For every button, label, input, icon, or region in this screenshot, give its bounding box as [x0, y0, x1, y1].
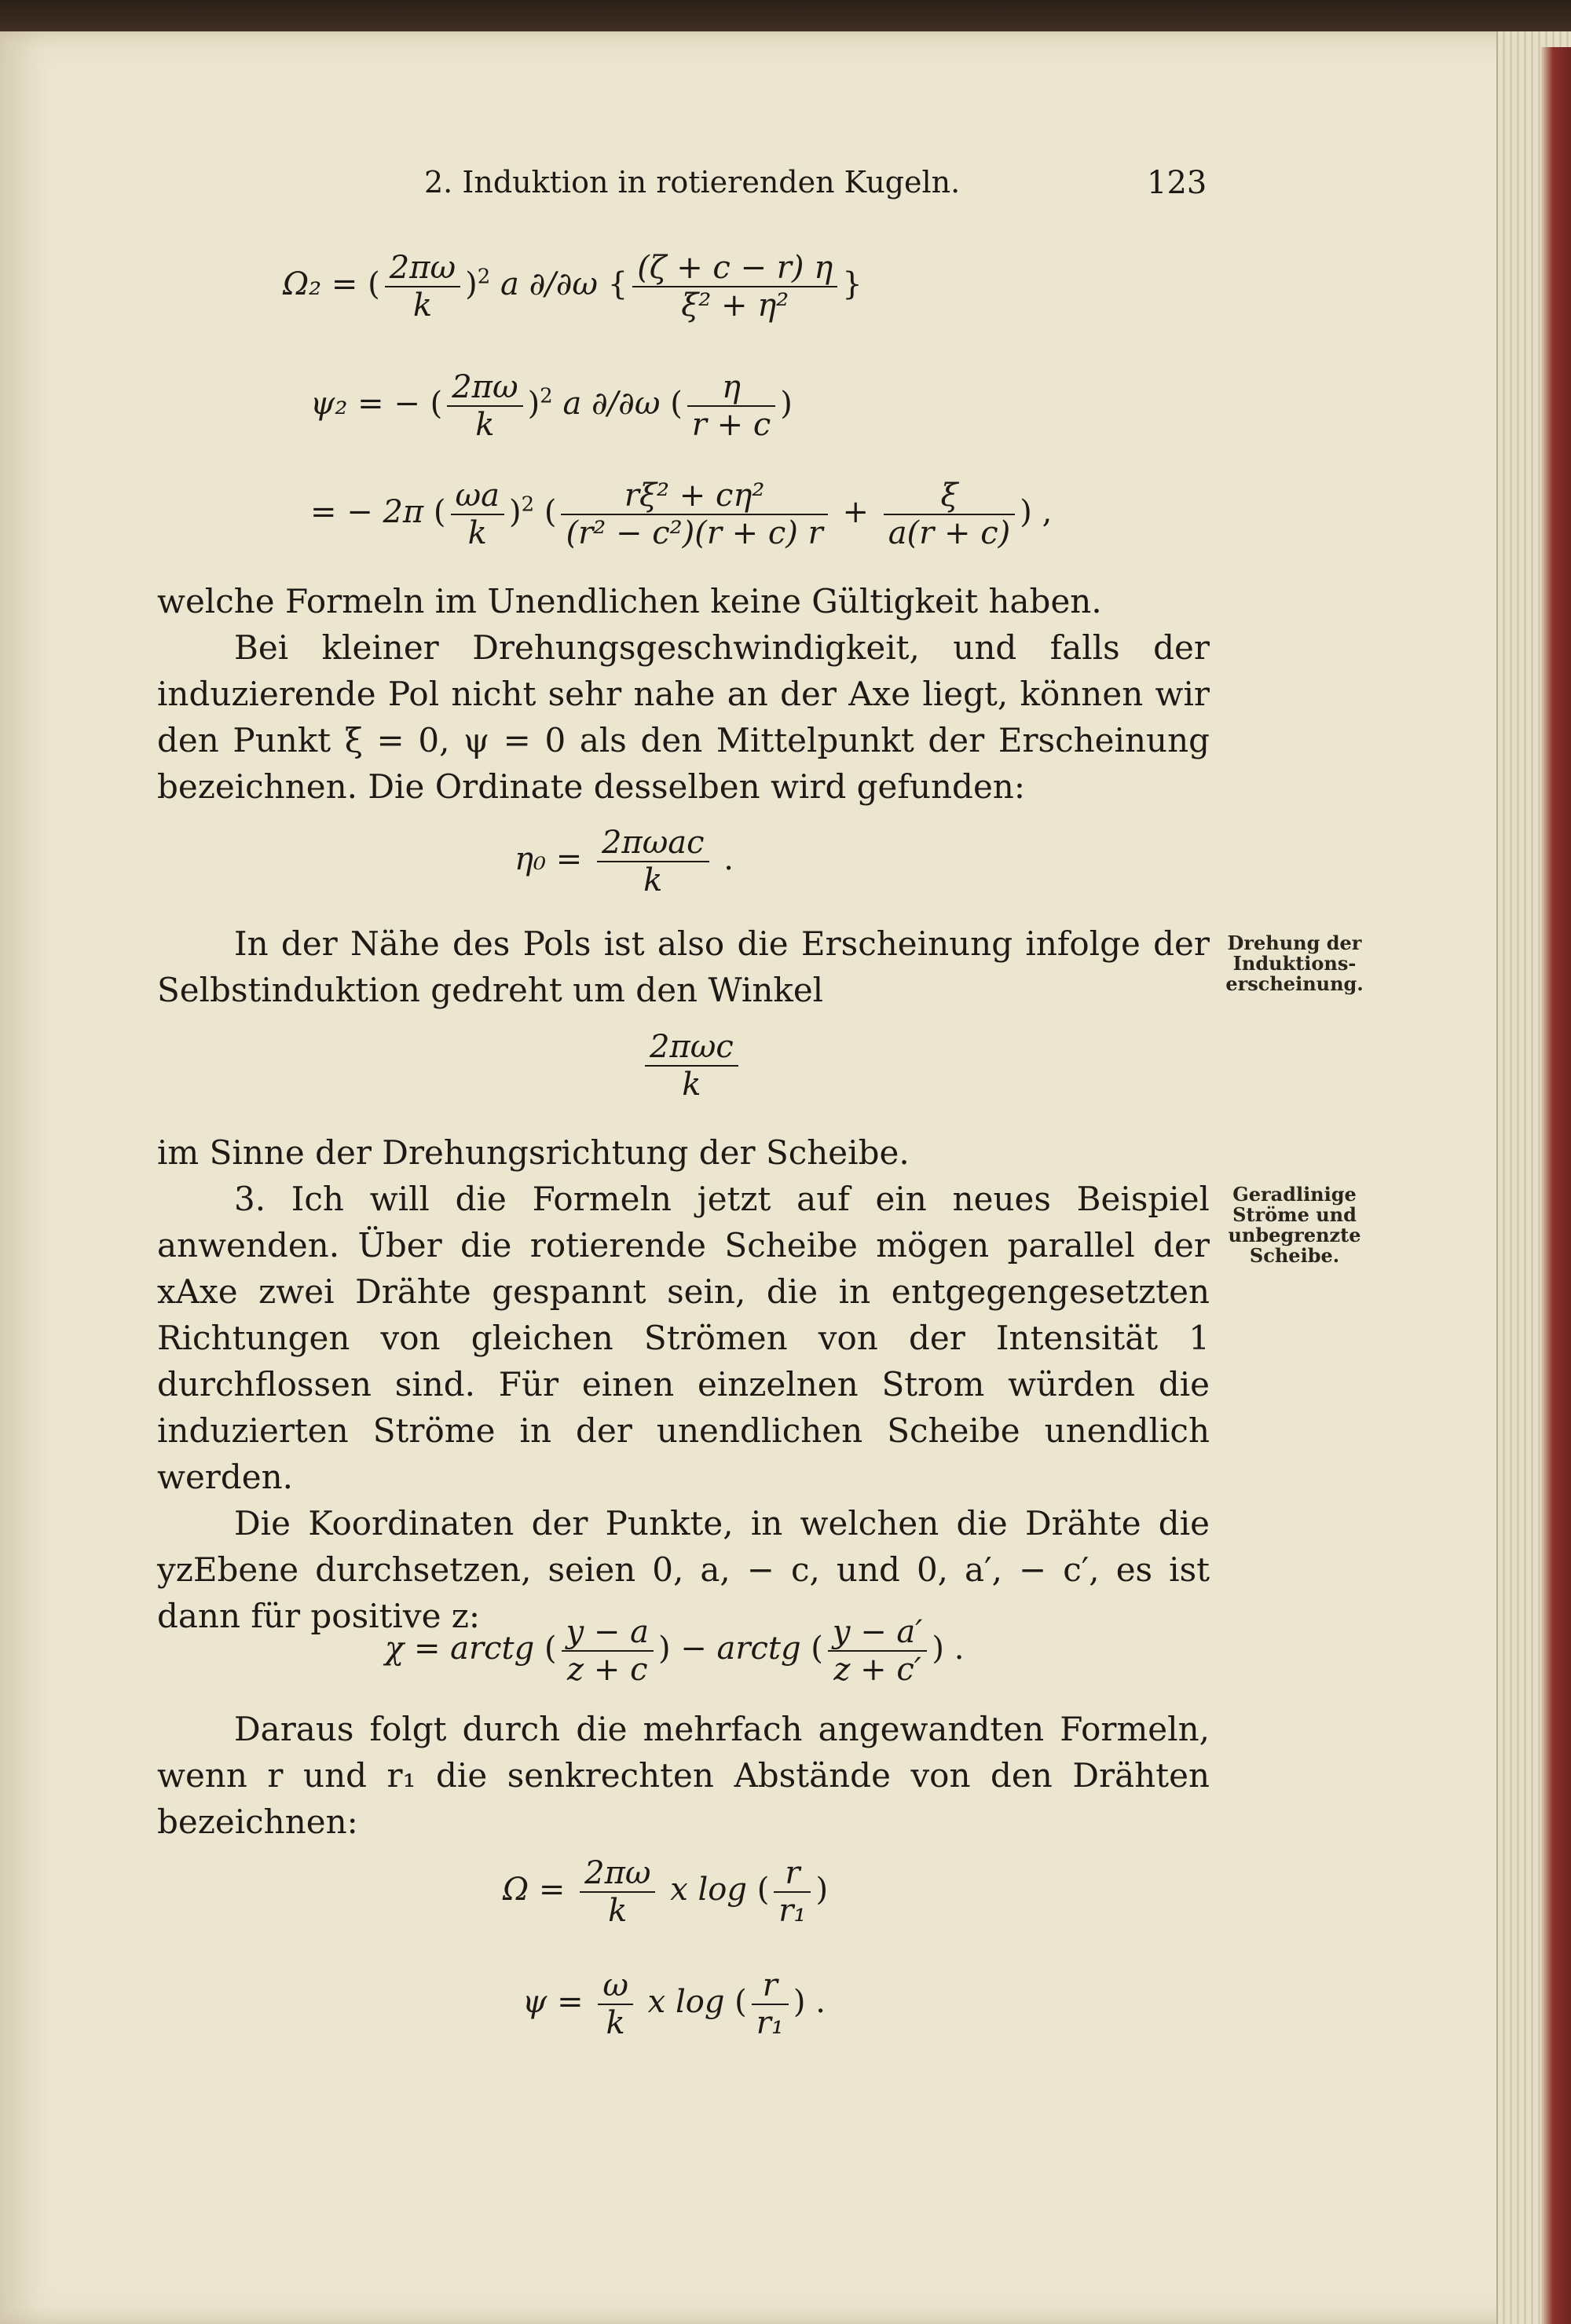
text-block-1 [157, 578, 1210, 810]
margin-note-rotation: Drehung der Induktions-erscheinung. [1225, 931, 1364, 995]
equation-angle: $\frac{\text{2πωc}}{k}$ [640, 1029, 743, 1103]
paragraph: In der Nähe des Pols ist also die Erscheinung infolge der Selbstinduktion gedreht um den Winkel [157, 924, 1210, 1009]
text-block-3 [157, 1129, 1210, 1639]
paragraph: 3. Ich will die Formeln jetzt auf ein neues Beispiel anwenden. Über die rotierende Scheibe mögen parallel der xAxe zwei Drähte gespannt sein, die in entgegengesetzten Richtungen von gleichen Strömen von der Intensität 1 durchflossen sind. Für einen einzelnen Strom würden die induzierten Ströme in der unendlichen Scheibe unendlich werden. [157, 1180, 1210, 1496]
equation-psi2: ψ₂ = − ( $\frac{2\pi\omega}{k}$ )$^2$ a ∂/∂ω ( $\frac{\eta}{r + c}$ ) [310, 369, 793, 443]
book-cover-edge [1541, 47, 1571, 2324]
equation-eta0: η₀ = $\frac{\text{2πωac}}{k}$ . [515, 825, 734, 898]
paragraph: welche Formeln im Unendlichen keine Gültigkeit haben. [157, 582, 1102, 620]
equation-psi2-continued: = − 2π ( $\frac{\omega a}{k}$ )$^2$ ( $\frac{\text{rξ² + cη²}}{\text{(r² − c²)(r + c) r}}$ + $\frac{\xi}{a(r + c)}$ ) , [310, 478, 1053, 551]
paragraph: Bei kleiner Drehungsgeschwindigkeit, und falls der induzierende Pol nicht sehr nahe an der Axe liegt, können wir den Punkt ξ = 0, ψ = 0 als den Mittelpunkt der Erscheinung bezeichnen. Die Ordinate desselben wird gefunden: [157, 628, 1210, 806]
paragraph: Die Koordinaten der Punkte, in welchen die Drähte die yzEbene durchsetzen, seien 0, a, − c, und 0, a′, − c′, es ist dann für positive z: [157, 1504, 1210, 1635]
margin-note-currents: Geradlinige Ströme und unbegrenzte Scheibe. [1228, 1183, 1361, 1267]
text-block-4 [157, 1706, 1210, 1845]
equation-psi: ψ = $\frac{\omega}{k}$ x log ( $\frac{r}{\text{r₁}}$ ) . [522, 1967, 826, 2041]
running-title: 2. Induktion in rotierenden Kugeln. [424, 165, 961, 199]
page-number: 123 [1147, 165, 1207, 201]
running-header [424, 165, 1210, 212]
equation-omega2: Ω₂ = ( $\frac{2\pi\omega}{k}$ )$^2$ a ∂/∂ω { $\frac{(\zeta + c - r) \eta}{\text{ξ² + η²}}$ } [283, 250, 862, 324]
paragraph: Daraus folgt durch die mehrfach angewandten Formeln, wenn r und r₁ die senkrechten Abstände von den Drähten bezeichnen: [157, 1710, 1210, 1841]
equation-chi: χ = arctg ( $\frac{y - a}{z + c}$ ) − arctg ( $\frac{y - a'}{z + c'}$ ) . [385, 1614, 965, 1688]
text-block-2 [157, 920, 1210, 1013]
paragraph: im Sinne der Drehungsrichtung der Scheibe. [157, 1133, 910, 1172]
equation-omega: Ω = $\frac{2\pi\omega}{k}$ x log ( $\frac{r}{\text{r₁}}$ ) [503, 1855, 829, 1929]
